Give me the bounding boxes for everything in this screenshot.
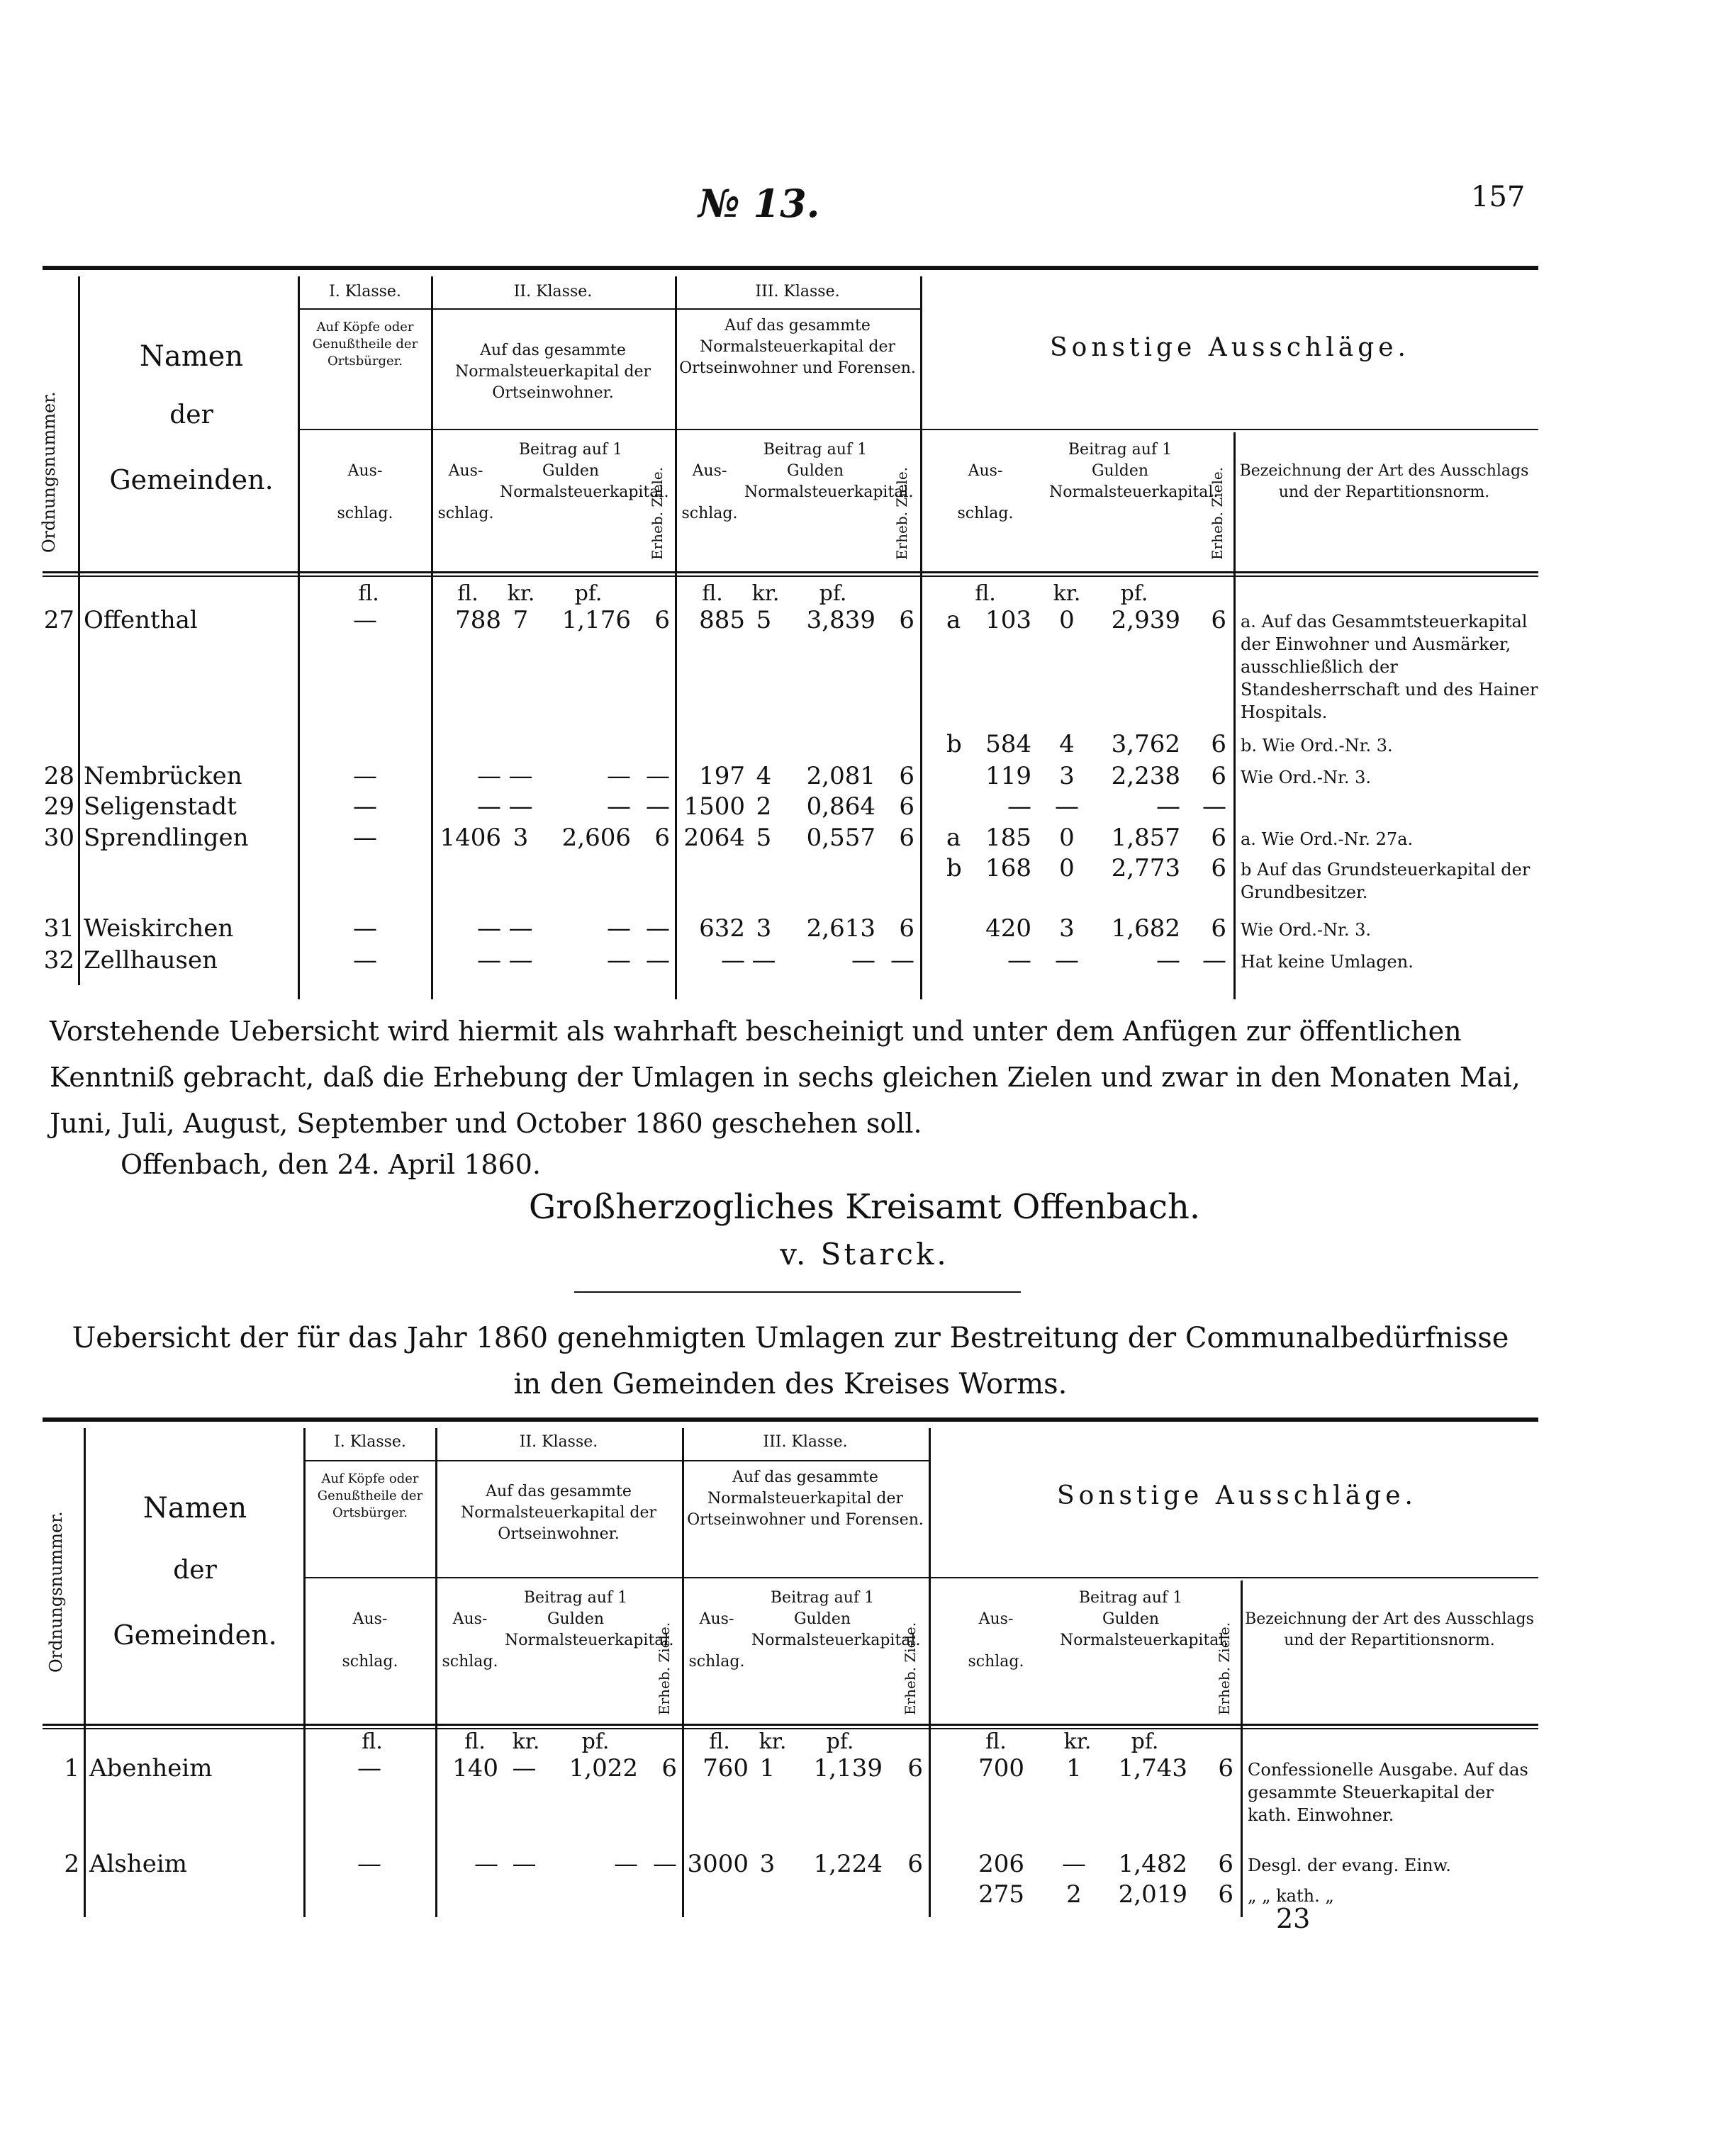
page-number: 157 [1471, 181, 1526, 213]
office-name: Großherzogliches Kreisamt Offenbach. [528, 1187, 1201, 1227]
cell-k3-fl: 197 [699, 762, 745, 790]
aus2: schlag. [688, 1653, 745, 1671]
cell-s-kr: — [1055, 792, 1079, 821]
cell-s-ziele: 6 [1211, 730, 1226, 758]
unit-fl: fl. [702, 581, 723, 606]
cell-s-ziele: 6 [1218, 1880, 1233, 1909]
cell-k3-kr: 3 [756, 914, 772, 943]
cell-k2-ziele: — [653, 1850, 677, 1878]
cell-note: Confessionelle Ausgabe. Auf das gesammte Steuerkapital der kath. Einwohner. [1248, 1760, 1528, 1825]
cell-note: a. Auf das Gesammtsteuerkapital der Einwohner und Ausmärker, ausschließlich der Standesherrschaft und des Hainer Hospitals. [1241, 612, 1538, 722]
aus2: schlag. [342, 1653, 398, 1671]
cell-s-prefix: a [946, 606, 961, 634]
cell-k2-pf: 1,022 [569, 1754, 638, 1782]
vline [1241, 1580, 1243, 1917]
cell-k2-ziele: 6 [654, 606, 670, 634]
cell-k2-pf: — [614, 1850, 638, 1878]
cell-k1: — [357, 1850, 381, 1878]
cell-s-fl: 185 [985, 824, 1031, 852]
cell-note: Wie Ord.-Nr. 3. [1241, 768, 1371, 787]
cell-k3-ziele: 6 [899, 914, 914, 943]
cell-s-prefix: a [946, 824, 961, 852]
aus1: Aus- [352, 1610, 388, 1628]
cell-note: Hat keine Umlagen. [1241, 952, 1414, 972]
cell-s-pf: 2,238 [1111, 762, 1180, 790]
unit-fl: fl. [457, 581, 479, 606]
cell-k2-fl: 1406 [440, 824, 501, 852]
beitrag-label: Beitrag auf 1 Gulden Normalsteuerkapital. [505, 1589, 674, 1649]
cell-s-ziele: — [1202, 946, 1226, 975]
vline [1233, 432, 1236, 999]
cell-k3-kr: — [751, 946, 776, 975]
cell-k3-kr: 4 [756, 762, 772, 790]
cell-k3-fl: 885 [699, 606, 745, 634]
cell-s-prefix: b [946, 854, 962, 882]
cell-k3-pf: 0,864 [806, 792, 875, 821]
cell-k3-fl: 3000 [687, 1850, 749, 1878]
table2-top-rule [43, 1417, 1538, 1422]
cell-k3-kr: 2 [756, 792, 772, 821]
row-number: 27 [43, 606, 74, 634]
cell-k2-pf: — [607, 914, 631, 943]
cell-s-ziele: 6 [1211, 914, 1226, 943]
unit-kr: kr. [1053, 581, 1081, 606]
cell-k3-fl: 632 [699, 914, 745, 943]
cell-k2-ziele: — [646, 914, 670, 943]
cell-s-kr: 4 [1059, 730, 1075, 758]
vline [920, 276, 922, 999]
cell-s-ziele: 6 [1218, 1850, 1233, 1878]
cell-s-kr: 0 [1059, 606, 1075, 634]
vline [84, 1428, 86, 1917]
row-name: Zellhausen [84, 946, 218, 975]
row-number: 31 [43, 914, 74, 943]
unit-pf: pf. [1120, 581, 1148, 606]
klasse2-label: II. Klasse. [513, 283, 593, 301]
erheb-label: Erheb. Ziele. [893, 466, 910, 560]
cell-note: „ „ kath. „ [1248, 1886, 1334, 1906]
cell-k1: — [353, 792, 377, 821]
cell-k3-pf: 2,081 [806, 762, 875, 790]
row-name: Offenthal [84, 606, 198, 634]
cell-k1: — [357, 1754, 381, 1782]
vline [78, 276, 80, 985]
cell-k3-ziele: 6 [899, 792, 914, 821]
para-line1: Vorstehende Uebersicht wird hiermit als wahrhaft bescheinigt und unter dem Anfügen zur öffentlichen [50, 1016, 1462, 1047]
vline [435, 1428, 437, 1917]
cell-s-pf: 1,482 [1118, 1850, 1187, 1878]
erheb-label: Erheb. Ziele. [902, 1622, 919, 1715]
cell-k3-ziele: — [890, 946, 914, 975]
vline [303, 1428, 306, 1917]
ordnung-label: Ordnungsnummer. [39, 391, 59, 553]
cell-k3-kr: 1 [759, 1754, 776, 1782]
beitrag-label: Beitrag auf 1 Gulden Normalsteuerkapital. [744, 441, 914, 501]
klasse3-desc: Auf das gesammte Normalsteuerkapital der Ortseinwohner und Forensen. [687, 1469, 924, 1529]
cell-s-ziele: 6 [1218, 1754, 1233, 1782]
cell-s-fl: — [1007, 946, 1031, 975]
cell-k2-fl: — [474, 1850, 498, 1878]
aus2: schlag. [957, 505, 1014, 522]
table2-title-line2: in den Gemeinden des Kreises Worms. [513, 1368, 1068, 1400]
cell-k2-ziele: — [646, 792, 670, 821]
vline [675, 276, 677, 999]
cell-k2-pf: 2,606 [561, 824, 631, 852]
der-label: der [173, 1556, 217, 1585]
cell-k3-kr: 3 [759, 1850, 776, 1878]
cell-note: Desgl. der evang. Einw. [1248, 1855, 1451, 1875]
unit-fl: fl. [975, 581, 996, 606]
cell-k2-ziele: — [646, 762, 670, 790]
cell-s-ziele: — [1202, 792, 1226, 821]
cell-k2-fl: 788 [455, 606, 501, 634]
rule [303, 1460, 929, 1461]
gemeinden-label: Gemeinden. [109, 464, 274, 495]
klasse2-desc: Auf das gesammte Normalsteuerkapital der Ortseinwohner. [460, 1483, 657, 1543]
rule [298, 429, 1538, 430]
beitrag-label: Beitrag auf 1 Gulden Normalsteuerkapital. [500, 441, 669, 501]
cell-k1: — [353, 946, 377, 975]
row-name: Abenheim [89, 1754, 213, 1782]
unit-pf: pf. [1131, 1729, 1159, 1754]
table2-title-line1: Uebersicht der für das Jahr 1860 genehmigten Umlagen zur Bestreitung der Communalbedürfnisse [72, 1322, 1509, 1354]
aus1: Aus- [448, 462, 483, 480]
cell-s-kr: — [1062, 1850, 1086, 1878]
ausschlag-label [685, 1609, 749, 1673]
unit-kr: kr. [751, 581, 780, 606]
namen-label: Namen [139, 340, 244, 373]
cell-s-kr: 3 [1059, 914, 1075, 943]
cell-s-pf: 1,857 [1111, 824, 1180, 852]
klasse2-desc: Auf das gesammte Normalsteuerkapital der Ortseinwohner. [454, 342, 651, 402]
erheb-label: Erheb. Ziele. [649, 466, 666, 560]
cell-k2-kr: — [508, 762, 533, 790]
aus1: Aus- [968, 462, 1003, 480]
cell-k2-fl: 140 [452, 1754, 498, 1782]
ausschlag-label [434, 461, 498, 524]
cell-k3-pf: 2,613 [806, 914, 875, 943]
klasse3-label: III. Klasse. [763, 1433, 848, 1451]
cell-k3-fl: — [721, 946, 745, 975]
cell-k1: — [353, 606, 377, 634]
erheb-label: Erheb. Ziele. [656, 1622, 673, 1715]
cell-k3-pf: 1,139 [813, 1754, 883, 1782]
cell-s-fl: 700 [978, 1754, 1024, 1782]
cell-k2-fl: — [477, 762, 501, 790]
table2-header-rule [43, 1724, 1538, 1726]
row-name: Alsheim [89, 1850, 188, 1878]
ordnung-label: Ordnungsnummer. [46, 1511, 66, 1673]
cell-s-fl: 119 [985, 762, 1031, 790]
beitrag-label: Beitrag auf 1 Gulden Normalsteuerkapital. [1060, 1589, 1229, 1649]
cell-k3-ziele: 6 [907, 1850, 923, 1878]
cell-k3-kr: 5 [756, 606, 772, 634]
cell-k1: — [353, 914, 377, 943]
klasse1-desc: Auf Köpfe oder Genußtheile der Ortsbürger. [317, 1471, 423, 1520]
klasse1-desc: Auf Köpfe oder Genußtheile der Ortsbürger. [312, 320, 418, 369]
cell-k1: — [353, 762, 377, 790]
ausschlag-label [936, 1609, 1056, 1673]
cell-k3-kr: 5 [756, 824, 772, 852]
cell-s-fl: 275 [978, 1880, 1024, 1909]
row-number: 2 [64, 1850, 79, 1878]
issue-number: № 13. [698, 181, 820, 226]
cell-s-prefix: b [946, 730, 962, 758]
unit-fl: fl. [709, 1729, 730, 1754]
cell-k2-ziele: — [646, 946, 670, 975]
ausschlag-label [438, 1609, 502, 1673]
beitrag-label: Beitrag auf 1 Gulden Normalsteuerkapital. [751, 1589, 921, 1649]
cell-k2-fl: — [477, 946, 501, 975]
cell-k2-kr: — [508, 914, 533, 943]
para-line2: Kenntniß gebracht, daß die Erhebung der Umlagen in sechs gleichen Zielen und zwar in den Monaten Mai, [50, 1062, 1521, 1093]
cell-k2-kr: 7 [513, 606, 529, 634]
aus1: Aus- [978, 1610, 1014, 1628]
aus1: Aus- [347, 462, 383, 480]
cell-k2-kr: — [512, 1850, 537, 1878]
cell-s-kr: — [1055, 946, 1079, 975]
der-label: der [169, 400, 213, 429]
unit-pf: pf. [819, 581, 847, 606]
cell-note: Wie Ord.-Nr. 3. [1241, 920, 1371, 940]
row-number: 1 [64, 1754, 79, 1782]
unit-pf: pf. [581, 1729, 610, 1754]
aus2: schlag. [968, 1653, 1024, 1671]
cell-k3-pf: 1,224 [813, 1850, 883, 1878]
unit-pf: pf. [574, 581, 603, 606]
cell-note: a. Wie Ord.-Nr. 27a. [1241, 829, 1414, 849]
para-line3: Juni, Juli, August, September und October 1860 geschehen soll. [50, 1108, 922, 1139]
place-date: Offenbach, den 24. April 1860. [121, 1149, 541, 1180]
cell-k3-pf: — [851, 946, 875, 975]
table1-header-rule [43, 571, 1538, 573]
cell-s-kr: 1 [1066, 1754, 1082, 1782]
bezeichnung-label: Bezeichnung der Art des Ausschlags und der Repartitionsnorm. [1239, 462, 1529, 501]
unit-kr: kr. [507, 581, 535, 606]
unit-fl: fl. [464, 1729, 486, 1754]
cell-k3-ziele: 6 [899, 606, 914, 634]
cell-s-pf: 3,762 [1111, 730, 1180, 758]
cell-s-pf: 2,773 [1111, 854, 1180, 882]
cell-k2-pf: — [607, 946, 631, 975]
cell-k1: — [353, 824, 377, 852]
unit-kr: kr. [512, 1729, 540, 1754]
cell-k2-kr: — [508, 946, 533, 975]
aus2: schlag. [437, 505, 494, 522]
cell-s-pf: 2,939 [1111, 606, 1180, 634]
cell-k2-fl: — [477, 914, 501, 943]
table1-top-rule [43, 266, 1538, 270]
cell-s-pf: 1,682 [1111, 914, 1180, 943]
klasse3-desc: Auf das gesammte Normalsteuerkapital der Ortseinwohner und Forensen. [679, 317, 916, 377]
cell-s-ziele: 6 [1211, 606, 1226, 634]
cell-s-pf: — [1156, 946, 1180, 975]
vline [682, 1428, 684, 1917]
cell-note: b Auf das Grundsteuerkapital der Grundbesitzer. [1241, 860, 1531, 902]
row-number: 32 [43, 946, 74, 975]
ausschlag-label [301, 461, 429, 524]
unit-pf: pf. [826, 1729, 854, 1754]
rule [298, 308, 920, 310]
erheb-label: Erheb. Ziele. [1216, 1622, 1233, 1715]
cell-s-ziele: 6 [1211, 854, 1226, 882]
erheb-label: Erheb. Ziele. [1209, 466, 1226, 560]
cell-s-kr: 0 [1059, 824, 1075, 852]
cell-k3-fl: 2064 [683, 824, 745, 852]
aus1: Aus- [692, 462, 727, 480]
cell-s-pf: — [1156, 792, 1180, 821]
row-number: 29 [43, 792, 74, 821]
cell-k2-kr: 3 [513, 824, 529, 852]
bezeichnung-label: Bezeichnung der Art des Ausschlags und der Repartitionsnorm. [1245, 1610, 1534, 1649]
cell-s-fl: 584 [985, 730, 1031, 758]
cell-s-kr: 3 [1059, 762, 1075, 790]
aus2: schlag. [681, 505, 738, 522]
cell-k2-pf: — [607, 792, 631, 821]
row-name: Nembrücken [84, 762, 242, 790]
cell-k2-ziele: 6 [661, 1754, 677, 1782]
cell-k2-kr: — [508, 792, 533, 821]
cell-s-ziele: 6 [1211, 824, 1226, 852]
unit-kr: kr. [759, 1729, 787, 1754]
aus1: Aus- [452, 1610, 488, 1628]
printer-signature: 23 [1276, 1903, 1311, 1934]
row-name: Weiskirchen [84, 914, 234, 943]
cell-k3-ziele: 6 [899, 762, 914, 790]
cell-s-kr: 2 [1066, 1880, 1082, 1909]
cell-k3-fl: 1500 [683, 792, 745, 821]
klasse1-label: I. Klasse. [334, 1433, 406, 1451]
cell-k2-fl: — [477, 792, 501, 821]
unit-fl: fl. [358, 581, 379, 606]
cell-s-pf: 1,743 [1118, 1754, 1187, 1782]
cell-s-fl: 206 [978, 1850, 1024, 1878]
aus1: Aus- [699, 1610, 734, 1628]
klasse3-label: III. Klasse. [755, 283, 840, 301]
vline [431, 276, 433, 999]
row-name: Seligenstadt [84, 792, 237, 821]
sonstige-label: Sonstige Ausschläge. [1056, 1481, 1418, 1510]
unit-fl: fl. [985, 1729, 1007, 1754]
cell-s-kr: 0 [1059, 854, 1075, 882]
row-name: Sprendlingen [84, 824, 249, 852]
separator [574, 1291, 1021, 1293]
klasse2-label: II. Klasse. [519, 1433, 598, 1451]
cell-k3-fl: 760 [703, 1754, 749, 1782]
vline [929, 1428, 931, 1917]
cell-s-ziele: 6 [1211, 762, 1226, 790]
cell-k3-pf: 3,839 [806, 606, 875, 634]
cell-s-fl: 103 [985, 606, 1031, 634]
aus2: schlag. [442, 1653, 498, 1671]
cell-k2-pf: 1,176 [561, 606, 631, 634]
klasse1-label: I. Klasse. [329, 283, 401, 301]
table1-header-rule2 [43, 576, 1538, 577]
sonstige-label: Sonstige Ausschläge. [1049, 333, 1411, 362]
ausschlag-label [306, 1609, 434, 1673]
cell-k2-kr: — [512, 1754, 537, 1782]
row-number: 28 [43, 762, 74, 790]
aus2: schlag. [337, 505, 393, 522]
vline [298, 276, 300, 999]
signer: v. Starck. [780, 1237, 949, 1271]
unit-fl: fl. [362, 1729, 383, 1754]
cell-s-pf: 2,019 [1118, 1880, 1187, 1909]
cell-k3-ziele: 6 [899, 824, 914, 852]
cell-k2-pf: — [607, 762, 631, 790]
row-number: 30 [43, 824, 74, 852]
cell-k2-ziele: 6 [654, 824, 670, 852]
rule [303, 1577, 1538, 1578]
ausschlag-label [929, 461, 1042, 524]
unit-kr: kr. [1063, 1729, 1092, 1754]
cell-s-fl: 168 [985, 854, 1031, 882]
gemeinden-label: Gemeinden. [113, 1619, 277, 1651]
beitrag-label: Beitrag auf 1 Gulden Normalsteuerkapital. [1049, 441, 1219, 501]
cell-s-fl: 420 [985, 914, 1031, 943]
cell-k3-pf: 0,557 [806, 824, 875, 852]
ausschlag-label [678, 461, 742, 524]
cell-k3-ziele: 6 [907, 1754, 923, 1782]
cell-s-fl: — [1007, 792, 1031, 821]
namen-label: Namen [142, 1492, 247, 1525]
cell-note: b. Wie Ord.-Nr. 3. [1241, 736, 1393, 756]
